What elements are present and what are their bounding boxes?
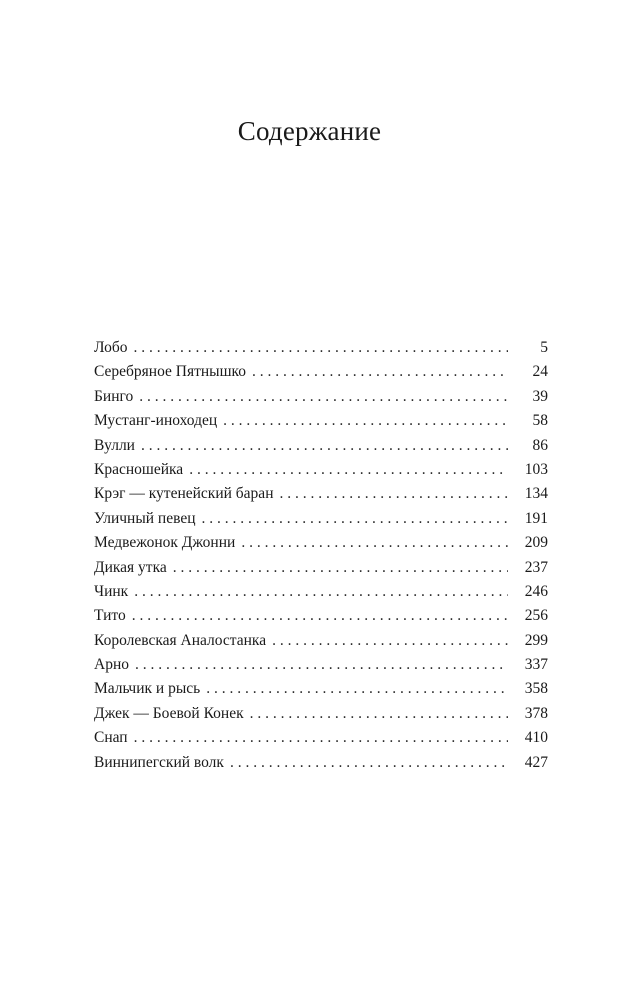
toc-entry[interactable] bbox=[94, 339, 548, 363]
toc-entry-title: Серебряное Пятнышко bbox=[94, 363, 247, 381]
toc-entry[interactable] bbox=[94, 534, 548, 558]
toc-entry-page: 209 bbox=[524, 534, 548, 552]
toc-entry[interactable] bbox=[94, 363, 548, 387]
toc-entry[interactable] bbox=[94, 656, 548, 680]
toc-dot-leader bbox=[141, 437, 508, 455]
toc-entry-title: Чинк bbox=[94, 582, 129, 600]
toc-entry-page: 246 bbox=[524, 582, 548, 600]
toc-entry-page: 58 bbox=[532, 412, 548, 430]
toc-entry[interactable] bbox=[94, 437, 548, 461]
toc-entry-title: Дикая утка bbox=[94, 558, 167, 576]
toc-entry[interactable] bbox=[94, 729, 548, 753]
toc-dot-leader bbox=[279, 485, 508, 503]
toc-entry-page: 134 bbox=[524, 485, 548, 503]
toc-entry-page: 24 bbox=[532, 363, 548, 381]
toc-entry-title: Тито bbox=[94, 607, 126, 625]
toc-entry-title: Вулли bbox=[94, 436, 135, 454]
table-of-contents bbox=[94, 339, 548, 778]
toc-entry[interactable] bbox=[94, 754, 548, 778]
page-title: Содержание bbox=[237, 116, 382, 146]
toc-entry[interactable] bbox=[94, 388, 548, 412]
toc-dot-leader bbox=[250, 705, 508, 723]
toc-entry-page: 299 bbox=[524, 631, 548, 649]
toc-dot-leader bbox=[134, 729, 508, 747]
toc-entry-title: Бинго bbox=[94, 387, 134, 405]
toc-dot-leader bbox=[272, 632, 508, 650]
toc-entry[interactable] bbox=[94, 461, 548, 485]
toc-dot-leader bbox=[202, 510, 508, 528]
toc-entry[interactable] bbox=[94, 583, 548, 607]
toc-dot-leader bbox=[189, 461, 508, 479]
toc-entry-page: 39 bbox=[532, 387, 548, 405]
toc-dot-leader bbox=[252, 363, 508, 381]
toc-entry-title: Мустанг-иноходец bbox=[94, 412, 218, 430]
toc-entry-title: Снап bbox=[94, 729, 128, 747]
toc-entry-title: Красношейка bbox=[94, 460, 184, 478]
toc-entry-title: Джек — Боевой Конек bbox=[94, 704, 244, 722]
toc-entry-page: 358 bbox=[524, 680, 548, 698]
toc-entry-page: 256 bbox=[524, 607, 548, 625]
toc-entry[interactable] bbox=[94, 485, 548, 509]
toc-entry-page: 103 bbox=[524, 460, 548, 478]
toc-entry-title: Медвежонок Джонни bbox=[94, 534, 236, 552]
toc-entry-page: 191 bbox=[524, 509, 548, 527]
toc-entry-title: Мальчик и рысь bbox=[94, 680, 201, 698]
toc-entry[interactable] bbox=[94, 559, 548, 583]
toc-entry-title: Виннипегский волк bbox=[94, 753, 224, 771]
toc-dot-leader bbox=[132, 607, 508, 625]
toc-entry-page: 337 bbox=[524, 656, 548, 674]
toc-entry-title: Королевская Аналостанка bbox=[94, 631, 267, 649]
toc-entry[interactable] bbox=[94, 680, 548, 704]
toc-dot-leader bbox=[173, 559, 508, 577]
toc-entry-page: 427 bbox=[524, 753, 548, 771]
toc-dot-leader bbox=[139, 388, 508, 406]
toc-entry-title: Арно bbox=[94, 656, 129, 674]
toc-dot-leader bbox=[134, 339, 508, 357]
toc-dot-leader bbox=[206, 680, 508, 698]
toc-entry-page: 237 bbox=[524, 558, 548, 576]
toc-entry-page: 86 bbox=[532, 436, 548, 454]
toc-entry[interactable] bbox=[94, 510, 548, 534]
toc-entry[interactable] bbox=[94, 412, 548, 436]
toc-entry-title: Крэг — кутенейский баран bbox=[94, 485, 274, 503]
toc-entry[interactable] bbox=[94, 607, 548, 631]
toc-dot-leader bbox=[223, 412, 508, 430]
toc-dot-leader bbox=[230, 754, 508, 772]
toc-entry[interactable] bbox=[94, 705, 548, 729]
toc-entry-page: 5 bbox=[540, 339, 548, 356]
toc-entry-title: Лобо bbox=[94, 339, 128, 356]
toc-entry-title: Уличный певец bbox=[94, 509, 196, 527]
toc-entry-page: 378 bbox=[524, 704, 548, 722]
toc-entry-page: 410 bbox=[524, 729, 548, 747]
toc-dot-leader bbox=[241, 534, 508, 552]
toc-dot-leader bbox=[134, 583, 508, 601]
toc-dot-leader bbox=[135, 656, 508, 674]
toc-entry[interactable] bbox=[94, 632, 548, 656]
